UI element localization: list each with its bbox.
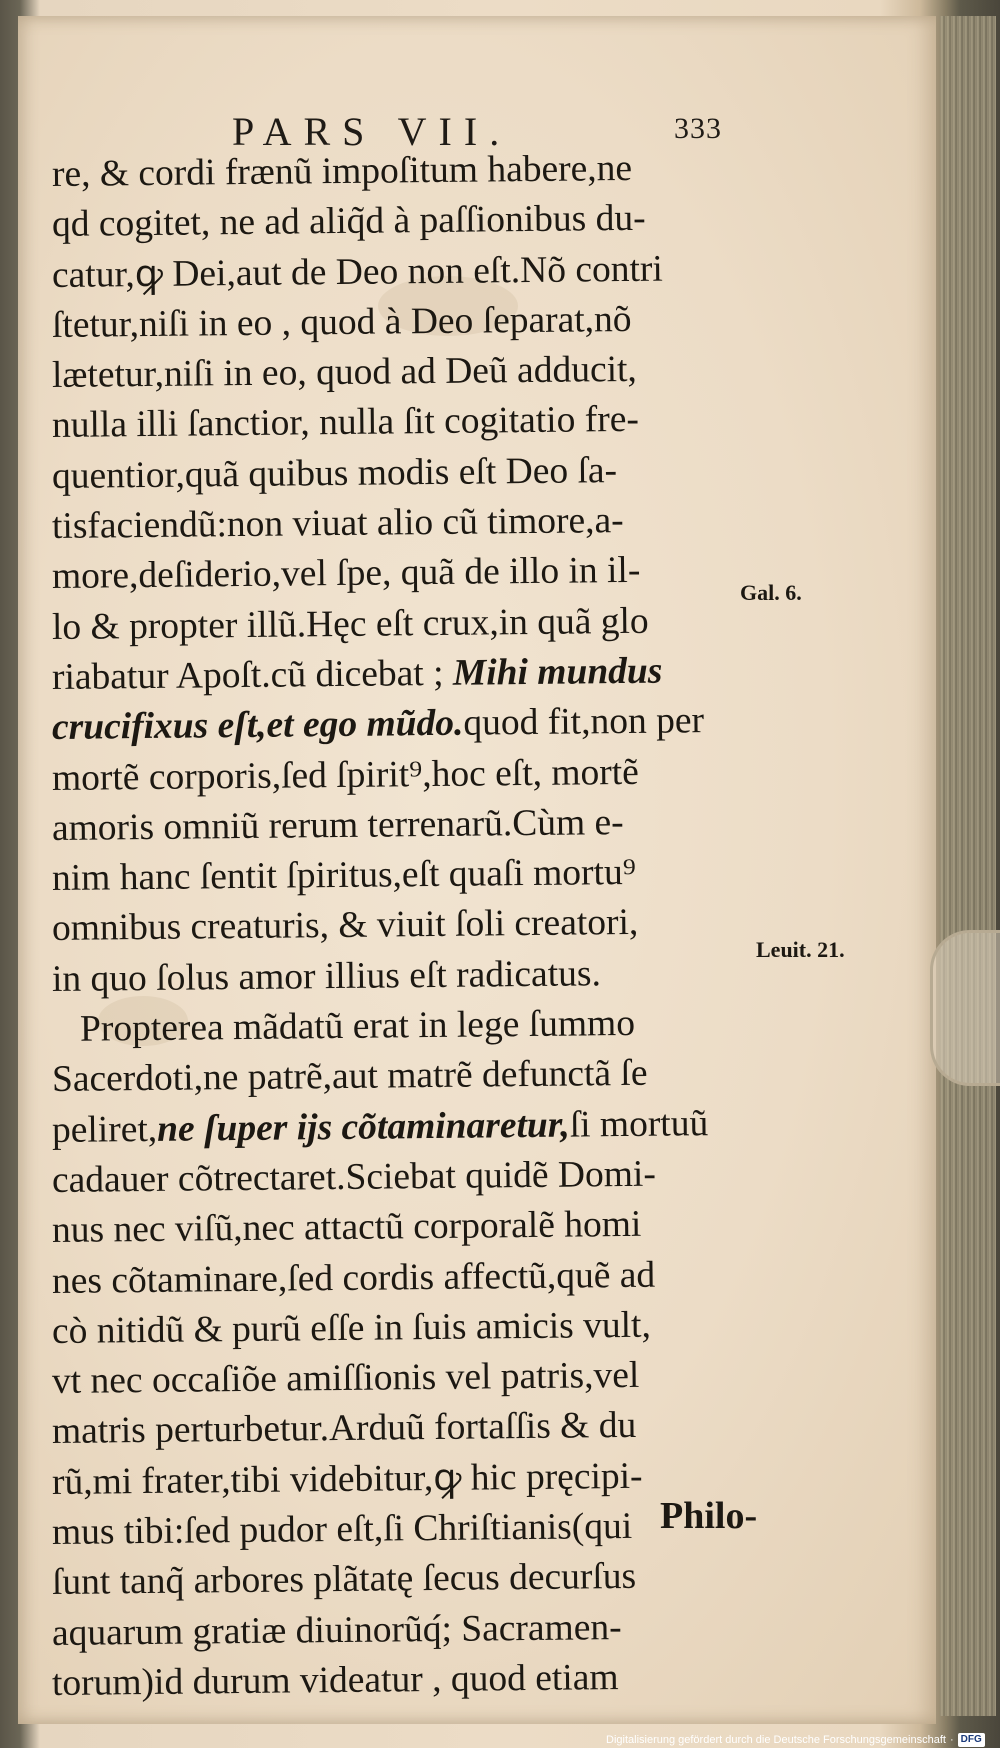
- line-text: quod fit,non per: [463, 700, 705, 744]
- line-text: torum)id durum videatur , quod etiam: [51, 1656, 619, 1704]
- text-line: [52, 1651, 792, 1709]
- text-line: [52, 1148, 792, 1206]
- text-line: [52, 142, 792, 200]
- text-line: [52, 343, 792, 401]
- italic-quotation: ne ſuper ijs cõtaminaretur,: [156, 1104, 570, 1150]
- text-line: [52, 1098, 792, 1156]
- text-line: [52, 394, 792, 452]
- text-line: [52, 1551, 792, 1609]
- line-text: Propterea mãdatũ erat in lege ſummo: [79, 1002, 636, 1050]
- line-text: rũ,mi frater,tibi videbitur,ꝙ hic pręcipi-: [51, 1455, 643, 1503]
- line-text: cadauer cõtrectaret.Sciebat quidẽ Domi-: [51, 1153, 657, 1201]
- text-line: [52, 746, 792, 804]
- line-text: lætetur,niſi in eo, quod ad Deũ adducit,: [51, 349, 638, 397]
- text-line: [52, 846, 792, 904]
- line-text: ſi mortuũ: [569, 1102, 709, 1146]
- line-text: nus nec viſũ,nec attactũ corporalẽ homi: [51, 1204, 642, 1252]
- margin-note-leuit: Leuit. 21.: [756, 937, 845, 962]
- line-text: matris perturbetur.Arduũ fortaſſis & du: [51, 1405, 637, 1453]
- text-line: [52, 494, 792, 552]
- body-text: [51, 147, 792, 1709]
- text-line: [52, 1601, 792, 1659]
- text-line: [52, 947, 792, 1005]
- text-line: [52, 645, 792, 703]
- line-text: amoris omniũ rerum terrenarũ.Cùm e-: [51, 801, 624, 849]
- line-text: cò nitidũ & purũ eſſe in ſuis amicis vult,: [51, 1304, 652, 1352]
- text-line: [52, 595, 792, 653]
- clasp-mark: [930, 930, 1000, 1086]
- italic-quotation: Mihi mundus: [452, 650, 663, 694]
- dfg-logo: DFG: [958, 1733, 985, 1747]
- line-text: mortẽ corporis,ſed ſpirit⁹,hoc eſt, mortẽ: [51, 751, 640, 799]
- line-text: peliret,: [51, 1108, 158, 1151]
- text-line: [52, 1299, 792, 1357]
- line-text: in quo ſolus amor illius eſt radicatus.: [51, 953, 602, 1000]
- running-head: PARS VII.: [232, 109, 512, 154]
- italic-quotation: crucifixus eſt,et ego mũdo.: [51, 702, 464, 749]
- line-text: omnibus creaturis, & viuit ſoli creatori,: [51, 902, 639, 950]
- page-number: 333: [674, 112, 722, 145]
- line-text: ſtetur,niſi in eo , quod à Deo ſeparat,nõ: [51, 298, 632, 346]
- text-line: [52, 997, 792, 1055]
- line-text: tisfaciendũ:non viuat alio cũ timore,a-: [51, 500, 624, 548]
- line-text: Sacerdoti,ne patrẽ,aut matrẽ defunctã ſe: [51, 1053, 648, 1101]
- text-line: [52, 1048, 792, 1106]
- line-text: catur,ꝙ Dei,aut de Deo non eſt.Nõ contri: [51, 248, 664, 296]
- text-line: [52, 1400, 792, 1458]
- line-text: more,deſiderio,vel ſpe, quã de illo in il-: [51, 550, 641, 598]
- line-text: nulla illi ſanctior, nulla ſit cogitatio fre-: [51, 399, 640, 447]
- line-text: qd cogitet, ne ad aliq̃d à paſſionibus du-: [51, 198, 646, 246]
- text-line: [52, 1198, 792, 1256]
- line-text: lo & propter illũ.Hęc eſt crux,in quã glo: [51, 600, 649, 648]
- line-text: aquarum gratiæ diuinorũq́; Sacramen-: [51, 1606, 622, 1654]
- line-text: mus tibi:ſed pudor eſt,ſi Chriſtianis(qui: [51, 1505, 633, 1554]
- line-text: ſunt tanq̃ arbores plãtatę ſecus decurſus: [51, 1556, 637, 1604]
- line-text: vt nec occaſiõe amiſſionis vel patris,vel: [51, 1354, 640, 1403]
- text-line: [52, 545, 792, 603]
- text-line: [52, 1249, 792, 1307]
- line-text: nim hanc ſentit ſpiritus,eſt quaſi mortu⁹: [51, 852, 637, 900]
- book-fore-edge: [940, 16, 996, 1716]
- text-line: [52, 243, 792, 301]
- text-line: [52, 293, 792, 351]
- text-line: [52, 897, 792, 955]
- text-line: [52, 193, 792, 251]
- line-text: riabatur Apoſt.cũ dicebat ;: [51, 652, 454, 698]
- catchword: Philo-: [660, 1495, 758, 1537]
- text-line: [52, 696, 792, 754]
- line-text: quentior,quã quibus modis eſt Deo ſa-: [51, 449, 618, 497]
- text-line: [52, 796, 792, 854]
- text-line: [52, 1349, 792, 1407]
- margin-note-gal: Gal. 6.: [740, 580, 802, 605]
- line-text: nes cõtaminare,ſed cordis affectũ,quẽ ad: [51, 1254, 656, 1302]
- text-line: [52, 444, 792, 502]
- digitization-footer: Digitalisierung gefördert durch die Deutsche Forschungsgemeinschaft · DFG: [606, 1731, 985, 1748]
- footer-credit: Digitalisierung gefördert durch die Deutsche Forschungsgemeinschaft: [606, 1733, 946, 1746]
- line-text: re, & cordi frænũ impoſitum habere,ne: [51, 147, 633, 195]
